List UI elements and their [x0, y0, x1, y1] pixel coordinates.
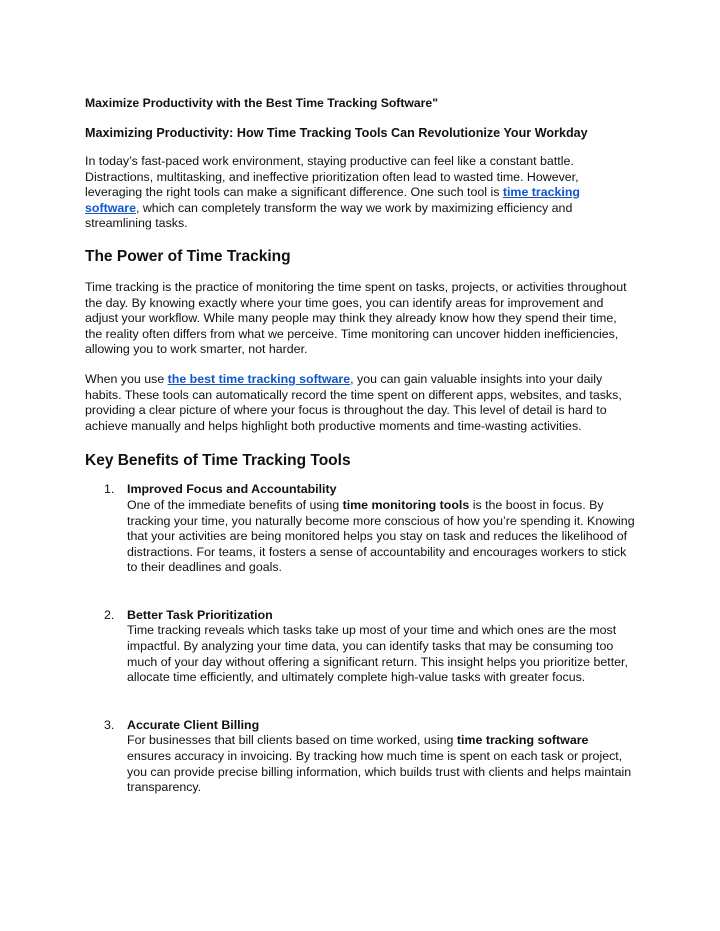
document-page	[85, 95, 635, 796]
benefit-text-start: For businesses that bill clients based on time worked, using	[127, 733, 457, 748]
benefit-text	[127, 498, 635, 576]
benefit-heading: Better Task Prioritization	[127, 607, 273, 622]
time-tracking-software-link[interactable]: time tracking software	[85, 185, 580, 215]
benefit-text: Time tracking reveals which tasks take up most of your time and which ones are the most impactful. By analyzing your time data, you can identify tasks that may be consuming too much of your day without offering a significant return. This insight helps you prioritize better, allocate time efficiently, and ultimately complete high-value tasks with greater focus.	[127, 623, 628, 685]
benefit-text-start: One of the immediate benefits of using	[127, 497, 343, 512]
benefit-item-focus	[85, 482, 635, 576]
document-title: Maximize Productivity with the Best Time Tracking Software"	[85, 96, 438, 110]
benefit-item-client-billing	[85, 718, 635, 796]
benefit-number: 2.	[104, 607, 115, 622]
section1-para2-start: When you use	[85, 371, 168, 386]
intro-text-end: , which can completely transform the way we work by maximizing efficiency and streamlining tasks.	[85, 200, 573, 231]
benefit-bold-phrase: time monitoring tools	[342, 497, 470, 512]
benefit-bold-phrase: time tracking software	[456, 733, 589, 748]
section1-para2-end: , you can gain valuable insights into your daily habits. These tools can automatically record the time spent on different apps, websites, and tasks, providing a clear picture of where your focus is throughout the day. This level of detail is hard to achieve manually and helps highlight both productive moments and time-wasting activities.	[85, 371, 622, 433]
benefit-heading: Accurate Client Billing	[127, 717, 260, 732]
best-time-tracking-software-link[interactable]: the best time tracking software	[167, 371, 351, 386]
benefit-text-end: ensures accuracy in invoicing. By tracking how much time is spent on each task or project, you can provide precise billing information, which builds trust with clients and helps maintain transparency.	[127, 749, 632, 795]
benefit-text	[127, 733, 635, 795]
section1-paragraph-2	[85, 372, 635, 434]
benefit-number: 3.	[104, 717, 115, 732]
document-subtitle: Maximizing Productivity: How Time Tracking Tools Can Revolutionize Your Workday	[85, 126, 588, 140]
benefit-number: 1.	[104, 482, 115, 497]
benefit-item-prioritization	[85, 608, 635, 686]
intro-paragraph	[85, 154, 635, 232]
benefit-heading: Improved Focus and Accountability	[127, 482, 337, 497]
section1-paragraph-1: Time tracking is the practice of monitoring the time spent on tasks, projects, or activities throughout the day. By knowing exactly where your time goes, you can identify areas for improvement and adjust your workflow. While many people may think they already know how they spend their time, the reality often differs from what we perceive. Time monitoring can uncover hidden inefficiencies, allowing you to work smarter, not harder.	[85, 279, 627, 357]
section-heading-key-benefits: Key Benefits of Time Tracking Tools	[85, 452, 351, 470]
intro-text-start: In today’s fast-paced work environment, staying productive can feel like a constant battle. Distractions, multitasking, and ineffective prioritization often lead to wasted time. However, leveraging the right tools can make a significant difference. One such tool is	[85, 154, 579, 200]
section-heading-power-of-time-tracking: The Power of Time Tracking	[85, 247, 291, 265]
benefit-text-end: is the boost in focus. By tracking your time, you naturally become more conscious of how you’re spending it. Knowing that your activities are being monitored helps you stay on task and reduces the likelihood of distractions. For teams, it fosters a sense of accountability and encourages workers to stick to their deadlines and goals.	[127, 497, 635, 575]
